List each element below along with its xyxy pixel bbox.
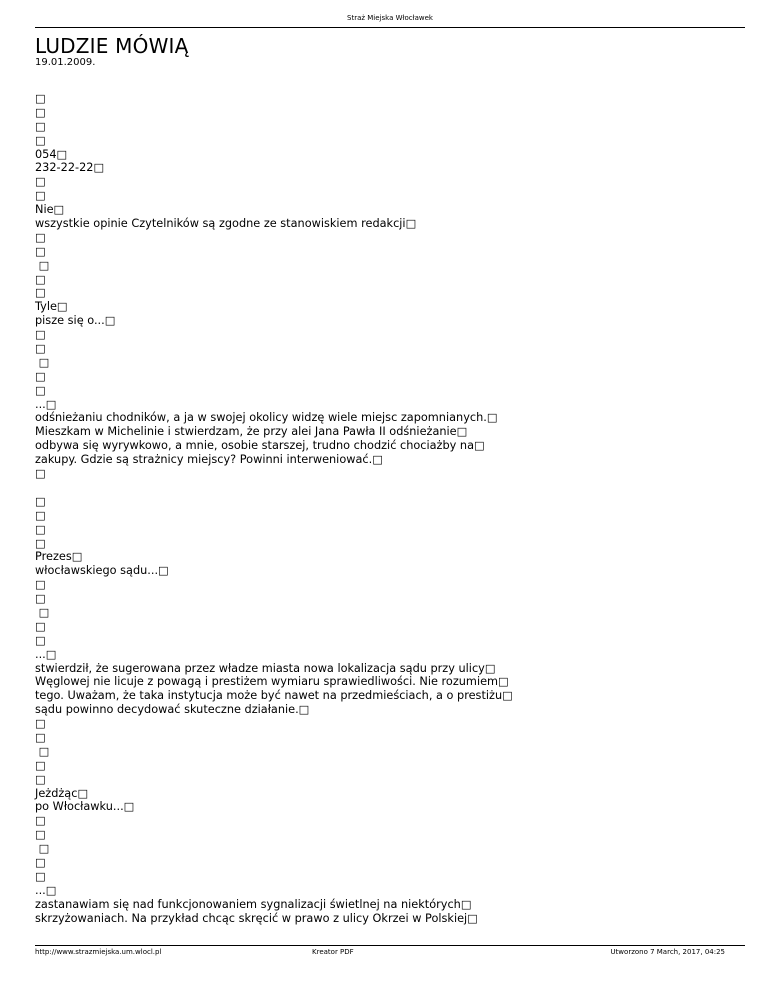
body-line: □ bbox=[35, 772, 46, 786]
body-line: sądu powinno decydować skuteczne działanie.□ bbox=[35, 703, 310, 717]
body-line: □ bbox=[35, 189, 46, 203]
body-line: ...□ bbox=[35, 883, 57, 897]
article-date: 19.01.2009. bbox=[35, 57, 96, 68]
body-line: ...□ bbox=[35, 647, 57, 661]
page-footer bbox=[35, 946, 745, 958]
body-line: odbywa się wyrywkowo, a mnie, osobie starszej, trudno chodzić chociażby na□ bbox=[35, 439, 485, 453]
body-line: □ bbox=[35, 244, 46, 258]
body-line: □ bbox=[35, 730, 46, 744]
body-line: □ bbox=[35, 286, 46, 300]
body-line: □ bbox=[35, 536, 46, 550]
body-line: □ bbox=[35, 258, 50, 272]
body-line: stwierdził, że sugerowana przez władze miasta nowa lokalizacja sądu przy ulicy□ bbox=[35, 661, 496, 675]
body-line: □ bbox=[35, 119, 46, 133]
body-line: □ bbox=[35, 855, 46, 869]
header-divider bbox=[35, 27, 745, 28]
body-line: 232-22-22□ bbox=[35, 161, 105, 175]
body-line: Węglowej nie licuje z powagą i prestiżem wymiaru sprawiedliwości. Nie rozumiem□ bbox=[35, 675, 509, 689]
body-line: Jeżdżąc□ bbox=[35, 786, 89, 800]
body-line: □ bbox=[35, 328, 46, 342]
body-line: □ bbox=[35, 175, 46, 189]
body-line: □ bbox=[35, 92, 46, 105]
body-line: □ bbox=[35, 619, 46, 633]
body-line: □ bbox=[35, 342, 46, 356]
body-line: ...□ bbox=[35, 397, 57, 411]
body-line: □ bbox=[35, 494, 46, 508]
body-line: tego. Uważam, że taka instytucja może być nawet na przedmieściach, a o prestiżu□ bbox=[35, 689, 513, 703]
body-line: wszystkie opinie Czytelników są zgodne ze stanowiskiem redakcji□ bbox=[35, 217, 417, 231]
body-line: □ bbox=[35, 369, 46, 383]
body-line: □ bbox=[35, 230, 46, 244]
body-line: zakupy. Gdzie są strażnicy miejscy? Powinni interweniować.□ bbox=[35, 453, 383, 467]
body-line: □ bbox=[35, 522, 46, 536]
body-line: □ bbox=[35, 842, 50, 856]
article-title: LUDZIE MÓWIĄ bbox=[35, 34, 189, 58]
body-line: □ bbox=[35, 578, 46, 592]
body-line: □ bbox=[35, 355, 50, 369]
body-line: włocławskiego sądu...□ bbox=[35, 564, 169, 578]
body-line: □ bbox=[35, 592, 46, 606]
body-line: □ bbox=[35, 814, 46, 828]
body-line: Nie□ bbox=[35, 203, 65, 217]
body-line: Mieszkam w Michelinie i stwierdzam, że przy alei Jana Pawła II odśnieżanie□ bbox=[35, 425, 468, 439]
footer-generator: Kreator PDF bbox=[312, 948, 354, 956]
body-line: □ bbox=[35, 508, 46, 522]
body-line: □ bbox=[35, 633, 46, 647]
body-line: □ bbox=[35, 105, 46, 119]
body-line: □ bbox=[35, 758, 46, 772]
body-line: □ bbox=[35, 869, 46, 883]
footer-created: Utworzono 7 March, 2017, 04:25 bbox=[610, 948, 725, 956]
body-line: Prezes□ bbox=[35, 550, 83, 564]
body-line: 054□ bbox=[35, 147, 68, 161]
body-line bbox=[35, 481, 735, 495]
body-line: □ bbox=[35, 133, 46, 147]
body-line: pisze się o...□ bbox=[35, 314, 116, 328]
page-header: Straż Miejska Włocławek bbox=[347, 14, 433, 22]
body-line: skrzyżowaniach. Na przykład chcąc skręcić w prawo z ulicy Okrzei w Polskiej□ bbox=[35, 911, 478, 925]
body-line: □ bbox=[35, 605, 50, 619]
body-line: □ bbox=[35, 467, 46, 481]
body-line: □ bbox=[35, 744, 50, 758]
body-line: □ bbox=[35, 828, 46, 842]
footer-url: http://www.strazmiejska.um.wlocl.pl bbox=[35, 948, 162, 956]
body-line: zastanawiam się nad funkcjonowaniem sygnalizacji świetlnej na niektórych□ bbox=[35, 897, 472, 911]
body-line: Tyle□ bbox=[35, 300, 68, 314]
body-line: □ bbox=[35, 717, 46, 731]
article-body bbox=[35, 92, 735, 925]
body-line: po Włocławku...□ bbox=[35, 800, 135, 814]
body-line: □ bbox=[35, 272, 46, 286]
body-line: □ bbox=[35, 383, 46, 397]
body-line: odśnieżaniu chodników, a ja w swojej okolicy widzę wiele miejsc zapomnianych.□ bbox=[35, 411, 498, 425]
